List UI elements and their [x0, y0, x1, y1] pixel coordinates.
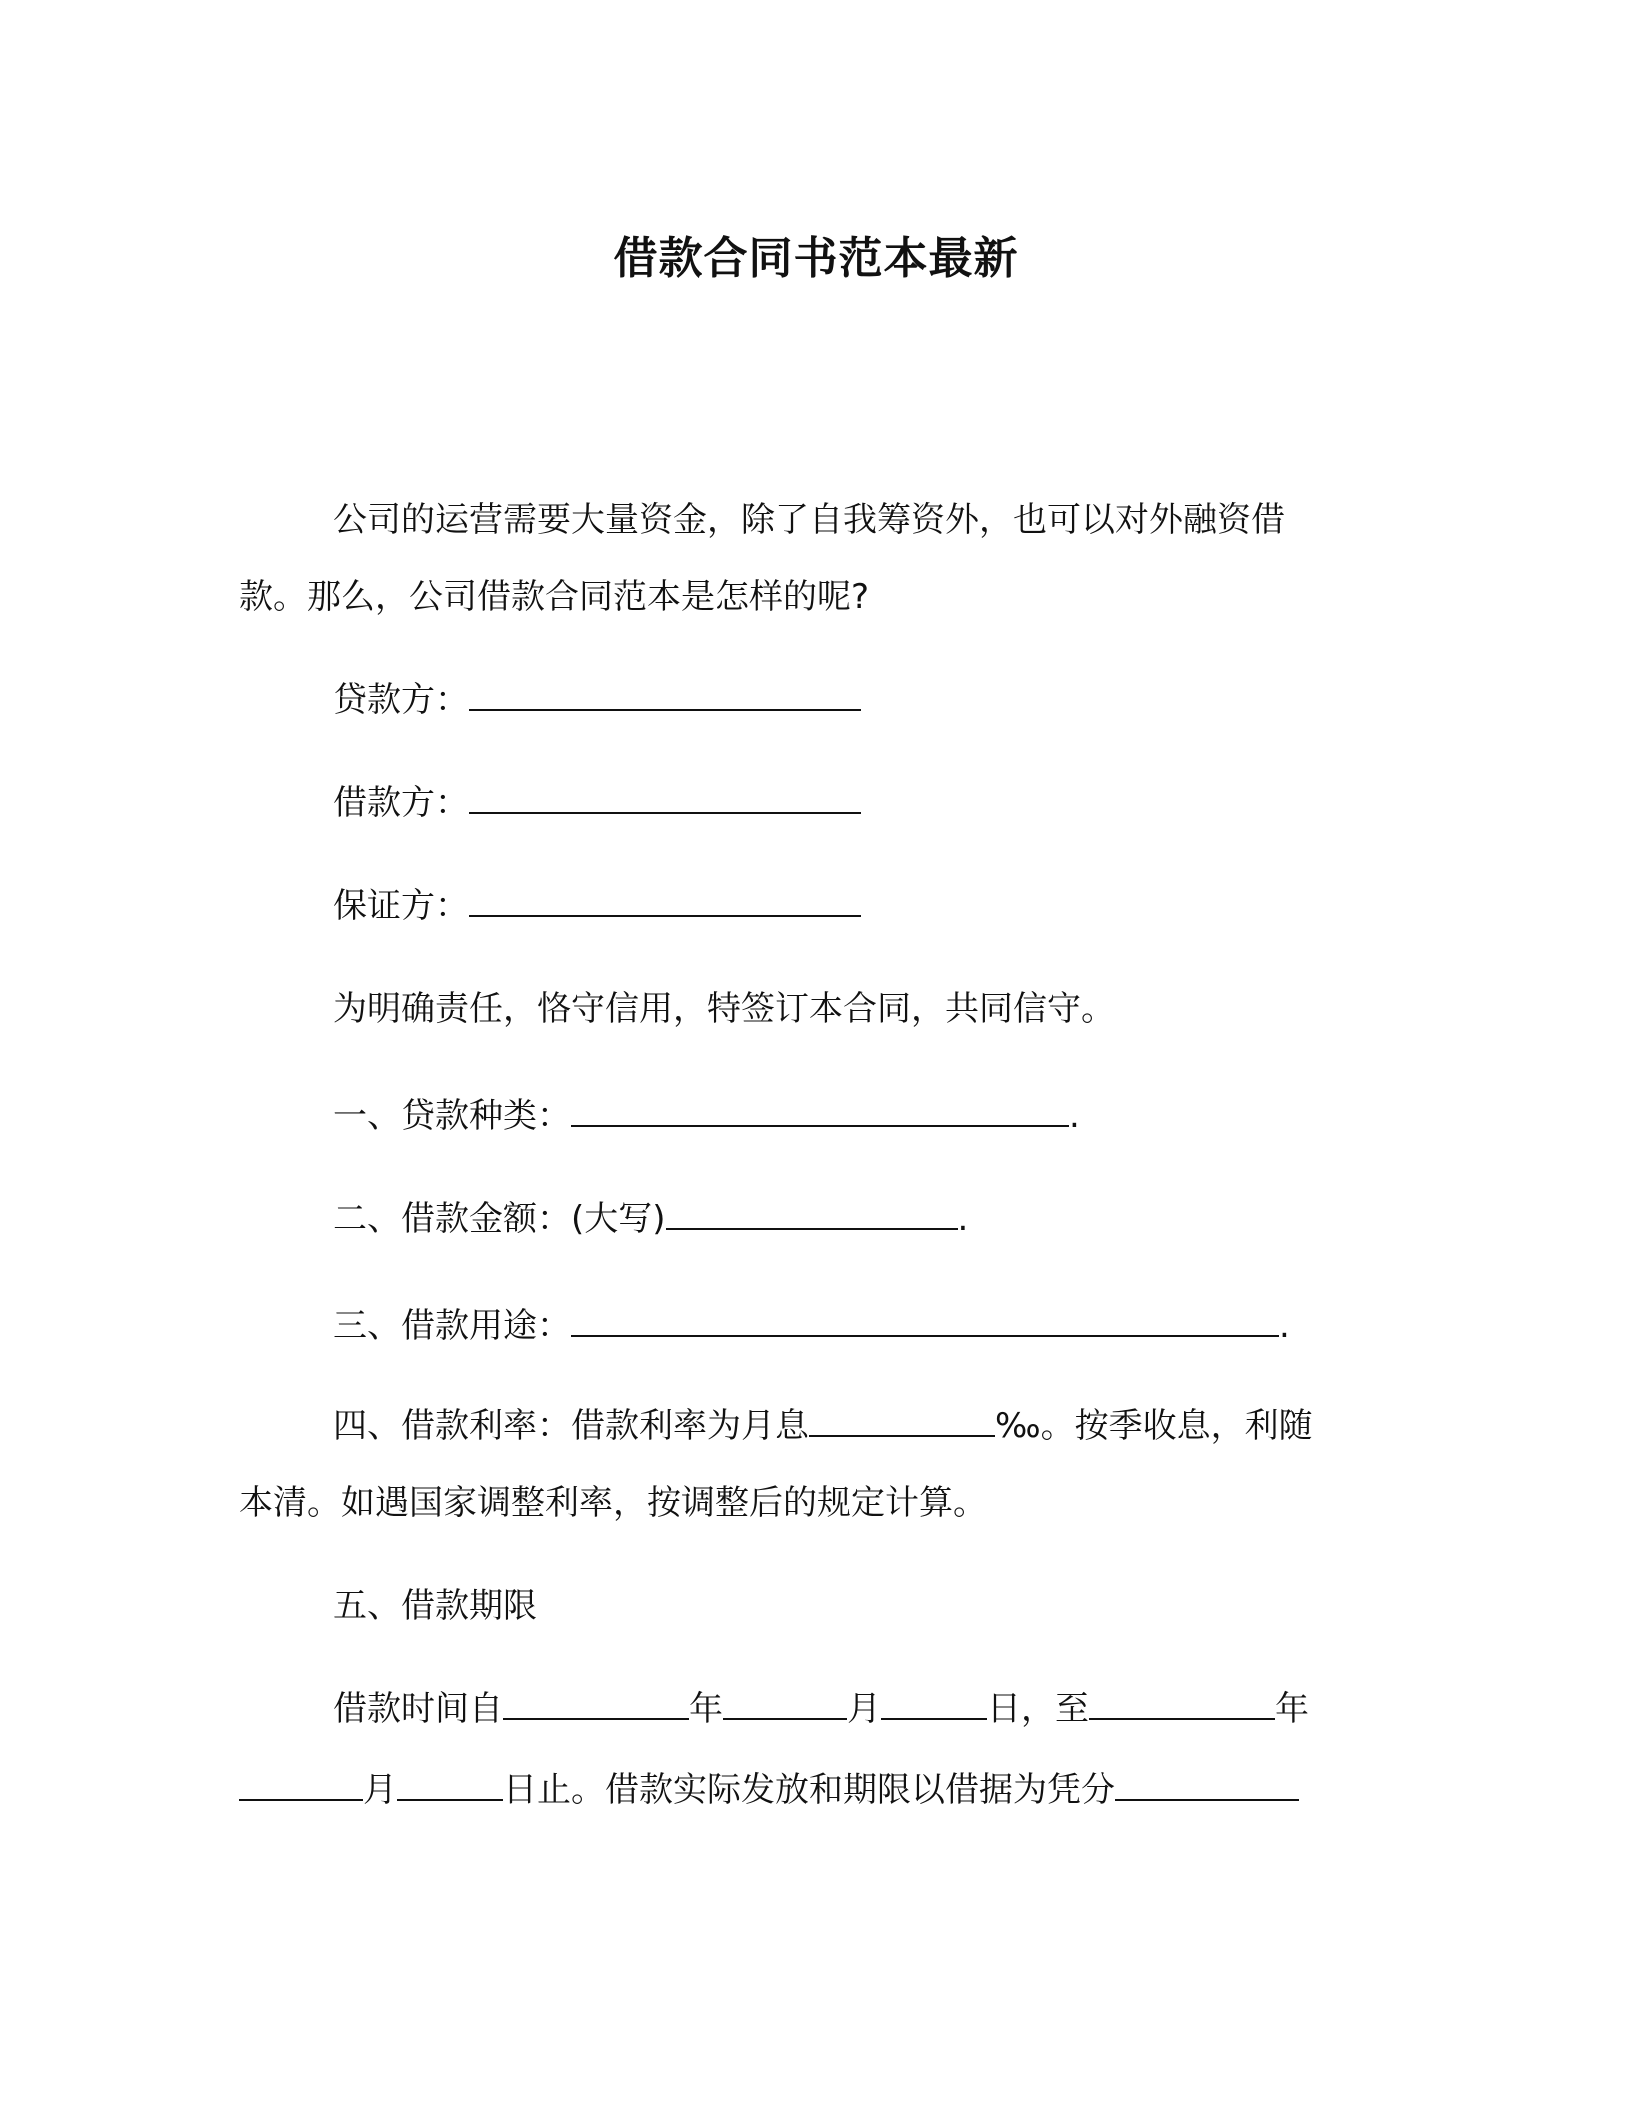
- start-year-blank[interactable]: [503, 1688, 689, 1720]
- preamble: 为明确责任，恪守信用，特签订本合同，共同信守。: [333, 989, 1115, 1029]
- clause-2-end: .: [957, 1199, 969, 1239]
- clause-3-end: .: [1279, 1306, 1290, 1346]
- amount-blank[interactable]: [666, 1198, 958, 1230]
- term-month-label: 月: [847, 1689, 881, 1729]
- clause-4-line-2: 本清。如遇国家调整利率，按调整后的规定计算。: [239, 1483, 987, 1523]
- lender-blank[interactable]: [469, 679, 861, 711]
- guarantor-blank[interactable]: [469, 885, 861, 917]
- end-day-blank[interactable]: [397, 1769, 503, 1801]
- interest-rate-blank[interactable]: [809, 1405, 995, 1437]
- clause-1: [333, 1094, 1080, 1138]
- clause-1-end: .: [1069, 1096, 1080, 1136]
- purpose-blank[interactable]: [571, 1305, 1279, 1337]
- clause-4-line-1: [333, 1404, 1313, 1448]
- term-line-1: [333, 1687, 1309, 1731]
- intro-line-1: 公司的运营需要大量资金，除了自我筹资外，也可以对外融资借: [333, 500, 1285, 540]
- clause-1-label: 一、贷款种类：: [333, 1096, 571, 1136]
- borrower-blank[interactable]: [469, 782, 861, 814]
- term-start-label: 借款时间自: [333, 1689, 503, 1729]
- clause-3: [333, 1304, 1290, 1348]
- installment-blank[interactable]: [1115, 1769, 1299, 1801]
- clause-2: [333, 1197, 968, 1241]
- clause-5-heading: 五、借款期限: [333, 1586, 537, 1626]
- guarantor-label: 保证方：: [333, 886, 469, 926]
- document-title: 借款合同书范本最新: [613, 233, 1019, 284]
- term-year-label: 年: [689, 1689, 723, 1729]
- term-day-to-label: 日，至: [987, 1689, 1089, 1729]
- term-year2-label: 年: [1275, 1689, 1309, 1729]
- start-day-blank[interactable]: [881, 1688, 987, 1720]
- clause-4-after: ‰。按季收息，利随: [995, 1406, 1313, 1446]
- term-month2-label: 月: [363, 1770, 397, 1810]
- start-month-blank[interactable]: [723, 1688, 847, 1720]
- clause-4-label: 四、借款利率：借款利率为月息: [333, 1406, 809, 1446]
- borrower-label: 借款方：: [333, 783, 469, 823]
- end-month-blank[interactable]: [239, 1769, 363, 1801]
- term-line-2: [239, 1768, 1299, 1812]
- intro-line-2: 款。那么，公司借款合同范本是怎样的呢?: [239, 577, 870, 617]
- clause-2-label: 二、借款金额：(大写): [333, 1199, 666, 1239]
- lender-label: 贷款方：: [333, 680, 469, 720]
- lender-row: [333, 678, 861, 722]
- guarantor-row: [333, 884, 861, 928]
- clause-3-label: 三、借款用途：: [333, 1306, 571, 1346]
- end-year-blank[interactable]: [1089, 1688, 1275, 1720]
- term-day-end-label: 日止。借款实际发放和期限以借据为凭分: [503, 1770, 1115, 1810]
- loan-type-blank[interactable]: [571, 1095, 1069, 1127]
- borrower-row: [333, 781, 861, 825]
